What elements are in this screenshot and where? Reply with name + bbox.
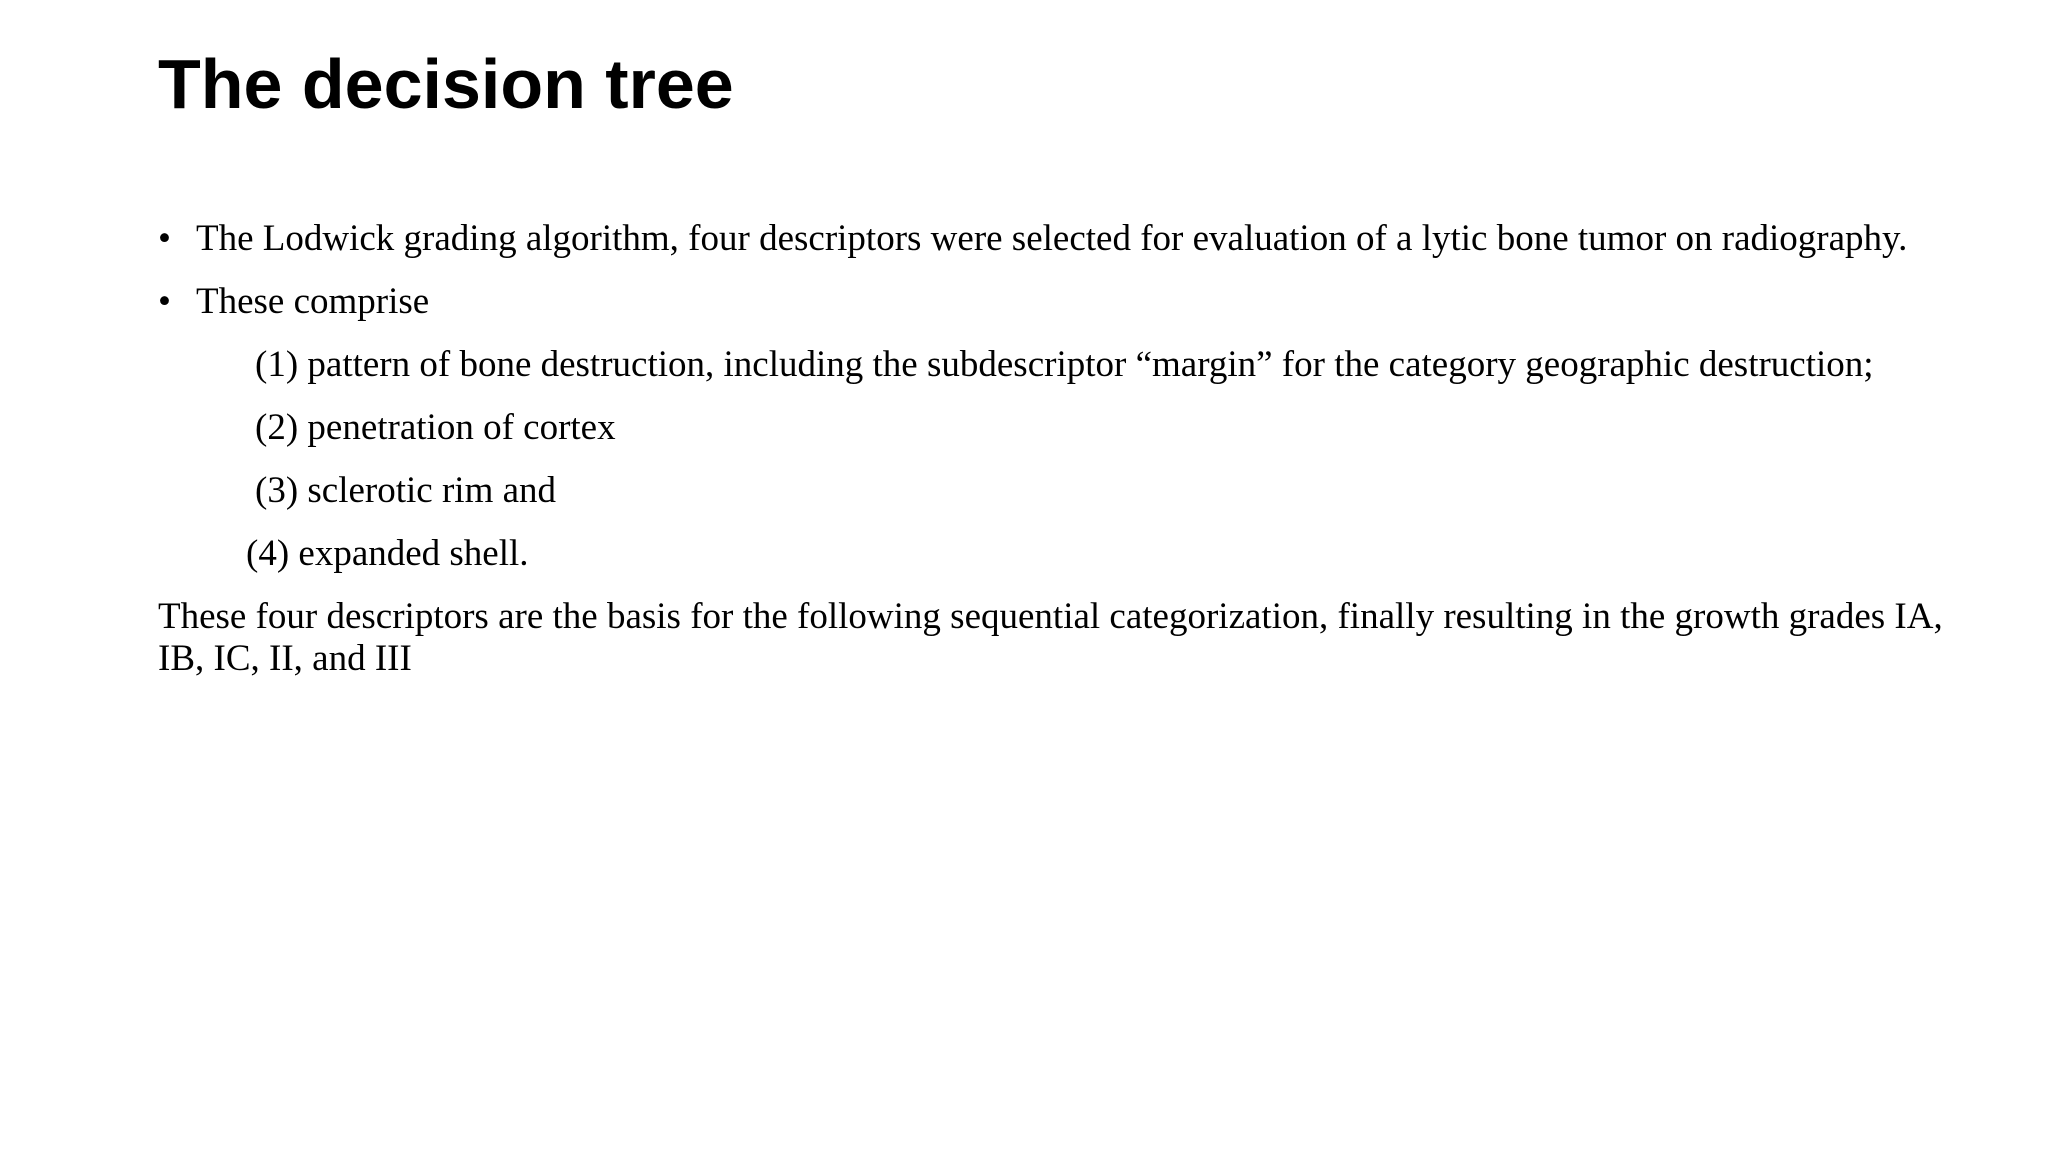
bullet-icon: • xyxy=(158,218,171,259)
descriptor-expanded-shell: (4) expanded shell. xyxy=(246,533,529,574)
slide-title: The decision tree xyxy=(158,45,734,123)
descriptor-sclerotic-rim: (3) sclerotic rim and xyxy=(255,470,557,511)
bullet-text: These comprise xyxy=(196,281,430,322)
conclusion-text: These four descriptors are the basis for the following sequential categorization, finally resulting in the growth grades IA, IB, IC, II, and III xyxy=(158,596,1943,679)
descriptor-cortex: (2) penetration of cortex xyxy=(255,407,616,448)
bullet-item xyxy=(158,281,1948,323)
bullet-text: The Lodwick grading algorithm, four descriptors were selected for evaluation of a lytic bone tumor on radiography. xyxy=(196,218,1908,259)
descriptor-pattern: (1) pattern of bone destruction, including the subdescriptor “margin” for the category geographic destruction; xyxy=(255,344,1874,385)
bullet-icon: • xyxy=(158,281,171,322)
slide-body xyxy=(158,218,1948,701)
bullet-item xyxy=(158,218,1948,260)
